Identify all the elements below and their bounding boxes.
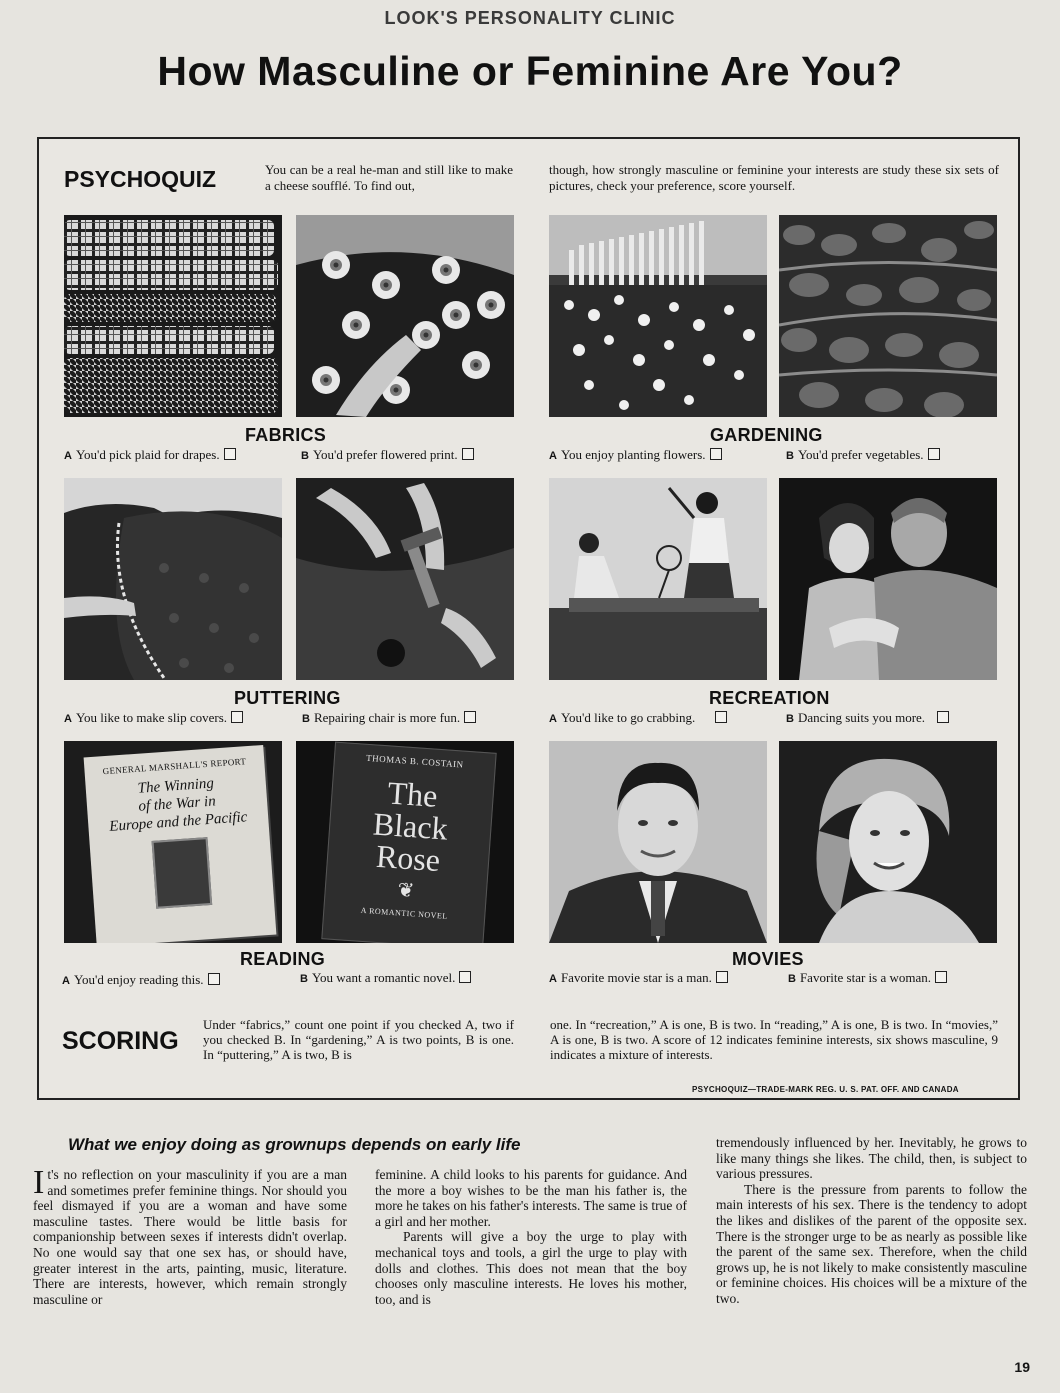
option-gardening-a[interactable] bbox=[549, 447, 722, 463]
option-reading-a[interactable] bbox=[62, 972, 220, 988]
category-title-gardening: GARDENING bbox=[710, 425, 823, 445]
photo-female-movie-star bbox=[779, 741, 997, 943]
checkbox[interactable] bbox=[928, 448, 940, 460]
checkbox[interactable] bbox=[462, 448, 474, 460]
article-column-3 bbox=[716, 1135, 1027, 1307]
checkbox[interactable] bbox=[710, 448, 722, 460]
category-title-movies: MOVIES bbox=[732, 949, 804, 969]
photo-book-marshall-report bbox=[64, 741, 282, 943]
article-paragraph: feminine. A child looks to his parents for guidance. And the more a boy wishes to be the man his father is, the more he takes on his father's interests. The same is true of a girl and her mother. bbox=[375, 1167, 687, 1229]
option-letter: B bbox=[302, 713, 310, 725]
book-series: GENERAL MARSHALL'S REPORT bbox=[102, 756, 247, 777]
book-title-line: Rose bbox=[374, 837, 442, 879]
rose-ornament-icon: ❦ bbox=[396, 879, 415, 903]
option-fabrics-a[interactable] bbox=[64, 447, 236, 463]
checkbox[interactable] bbox=[224, 448, 236, 460]
option-letter: B bbox=[301, 450, 309, 462]
photo-slip-covers bbox=[64, 478, 282, 680]
article-column-1 bbox=[33, 1164, 347, 1307]
option-letter: A bbox=[549, 713, 557, 725]
option-letter: B bbox=[788, 973, 796, 985]
checkbox[interactable] bbox=[715, 711, 727, 723]
photo-flower-garden bbox=[549, 215, 767, 417]
book-portrait bbox=[152, 837, 213, 909]
checkbox[interactable] bbox=[231, 711, 243, 723]
photo-repairing-chair bbox=[296, 478, 514, 680]
photo-flowered-fabric bbox=[296, 215, 514, 417]
option-text: Favorite star is a woman. bbox=[799, 970, 932, 985]
category-title-puttering: PUTTERING bbox=[234, 688, 341, 708]
option-letter: A bbox=[549, 450, 557, 462]
option-letter: B bbox=[786, 713, 794, 725]
option-text: You'd prefer flowered print. bbox=[312, 447, 458, 462]
article-paragraph: t's no reflection on your masculinity if you are a man and sometimes prefer feminine things. Nor should you feel dismayed if you are a woman and have some masculine tastes. There would be little basis for companionship between sexes if interests didn't overlap. No one would say that one sex has, or should have, greater interest in the arts, painting, music, literature. There are interests, however, which remain strongly masculine or bbox=[33, 1167, 347, 1307]
option-letter: B bbox=[786, 450, 794, 462]
option-puttering-b[interactable] bbox=[302, 710, 476, 726]
page-title: How Masculine or Feminine Are You? bbox=[157, 48, 903, 94]
option-letter: A bbox=[64, 450, 72, 462]
option-text: You'd like to go crabbing. bbox=[560, 710, 696, 725]
checkbox[interactable] bbox=[935, 971, 947, 983]
category-title-fabrics: FABRICS bbox=[245, 425, 327, 445]
checkbox[interactable] bbox=[716, 971, 728, 983]
option-text: You like to make slip covers. bbox=[75, 710, 228, 725]
intro-left: You can be a real he-man and still like to make a cheese soufflé. To find out, bbox=[265, 162, 513, 193]
book-title-line: Europe and the Pacific bbox=[108, 809, 248, 835]
photo-book-black-rose bbox=[296, 741, 514, 943]
trademark-notice: PSYCHOQUIZ—TRADE-MARK REG. U. S. PAT. OFF. AND CANADA bbox=[692, 1085, 959, 1094]
intro-right: though, how strongly masculine or feminine your interests are study these six sets of pictures, check your preference, score yourself. bbox=[549, 162, 999, 193]
option-recreation-b[interactable] bbox=[786, 710, 949, 726]
option-text: You'd pick plaid for drapes. bbox=[75, 447, 220, 462]
book-title-line: of the War in bbox=[137, 793, 217, 815]
photo-plaid-fabric bbox=[64, 215, 282, 417]
article-paragraph: tremendously influenced by her. Inevitably, he grows to like many things she likes. The child, then, is subject to various pressures. bbox=[716, 1135, 1027, 1182]
category-title-recreation: RECREATION bbox=[709, 688, 830, 708]
checkbox[interactable] bbox=[208, 973, 220, 985]
option-text: You enjoy planting flowers. bbox=[560, 447, 706, 462]
option-text: You'd prefer vegetables. bbox=[797, 447, 924, 462]
checkbox[interactable] bbox=[464, 711, 476, 723]
option-letter: A bbox=[62, 975, 70, 987]
book-title-line: The Winning bbox=[137, 775, 215, 797]
option-text: Dancing suits you more. bbox=[797, 710, 926, 725]
scoring-label: SCORING bbox=[62, 1027, 179, 1055]
drop-cap: I bbox=[33, 1164, 45, 1201]
option-text: Favorite movie star is a man. bbox=[560, 970, 712, 985]
option-text: You want a romantic novel. bbox=[311, 970, 456, 985]
scoring-text-right: one. In “recreation,” A is one, B is two. In “reading,” A is one, B is two. In “movies,” A is one, B is two. A score of 12 indicates feminine interests, six shows masculine, 9 indicates a mixture of interests. bbox=[550, 1017, 998, 1062]
checkbox[interactable] bbox=[459, 971, 471, 983]
checkbox[interactable] bbox=[937, 711, 949, 723]
scoring-text-left: Under “fabrics,” count one point if you checked A, two if you checked B. In “gardening,” A is two points, B is one. In “puttering,” A is two, B is bbox=[203, 1017, 514, 1062]
photo-male-movie-star bbox=[549, 741, 767, 943]
option-letter: B bbox=[300, 973, 308, 985]
option-puttering-a[interactable] bbox=[64, 710, 243, 726]
option-movies-a[interactable] bbox=[549, 970, 728, 986]
article-column-2 bbox=[375, 1167, 687, 1307]
option-recreation-a[interactable] bbox=[549, 710, 727, 726]
book-title-line: The bbox=[386, 774, 439, 814]
page-number: 19 bbox=[1014, 1359, 1030, 1375]
option-movies-b[interactable] bbox=[788, 970, 947, 986]
psychoquiz-label: PSYCHOQUIZ bbox=[64, 166, 217, 192]
option-gardening-b[interactable] bbox=[786, 447, 940, 463]
photo-crabbing bbox=[549, 478, 767, 680]
option-letter: A bbox=[64, 713, 72, 725]
option-text: You'd enjoy reading this. bbox=[73, 972, 204, 987]
section-kicker: LOOK'S PERSONALITY CLINIC bbox=[384, 8, 676, 28]
option-reading-b[interactable] bbox=[300, 970, 471, 986]
photo-vegetable-garden bbox=[779, 215, 997, 417]
option-letter: A bbox=[549, 973, 557, 985]
option-text: Repairing chair is more fun. bbox=[313, 710, 461, 725]
book-tagline: A ROMANTIC NOVEL bbox=[360, 905, 449, 921]
book-author: THOMAS B. COSTAIN bbox=[365, 752, 464, 770]
option-fabrics-b[interactable] bbox=[301, 447, 474, 463]
article-paragraph: Parents will give a boy the urge to play with mechanical toys and tools, a girl the urge to play with dolls and clothes. This does not mean that the boy chooses only masculine interests. He loves his mother, too, and is bbox=[375, 1229, 687, 1307]
article-paragraph: There is the pressure from parents to follow the main interests of his sex. There is the tendency to adopt the likes and dislikes of the parent of the opposite sex. There is the stronger urge to be as nearly as possible like the parent of the same sex. Therefore, when the child grows up, he is not likely to make consistently masculine or feminine choices. His choices will be a mixture of the two. bbox=[716, 1181, 1027, 1306]
article-subhead: What we enjoy doing as grownups depends on early life bbox=[68, 1135, 521, 1154]
book-title-line: Black bbox=[371, 805, 449, 847]
category-title-reading: READING bbox=[240, 949, 326, 969]
photo-dancing bbox=[779, 478, 997, 680]
